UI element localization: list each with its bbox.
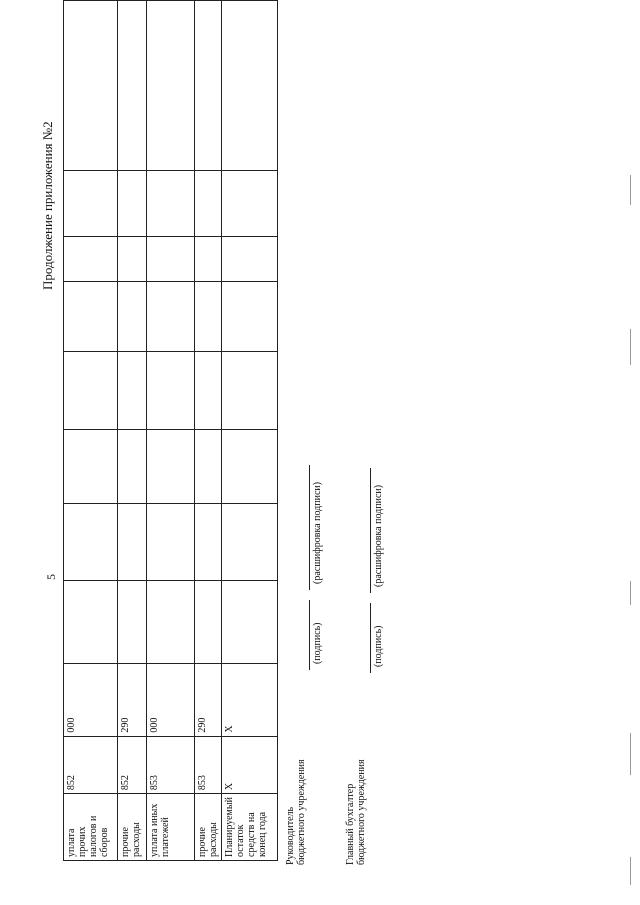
value-cell [222,1,278,171]
value-cell [147,580,195,664]
code-cell: 000 [147,664,195,736]
value-cell [64,1,118,171]
accountant-title [345,759,367,865]
value-cell [64,429,118,503]
value-cell [64,580,118,664]
row-name-cell: уплата иных платежей [147,794,195,861]
value-cell [118,429,147,503]
director-title [285,759,307,865]
director-signature-line [309,600,310,670]
value-cell [64,171,118,236]
value-cell [195,503,222,580]
table-row [147,1,195,861]
scan-mark [630,175,631,205]
director-signature-caption: (подпись) [312,622,323,664]
row-name-cell: уплата прочих налогов и сборов [64,794,118,861]
value-cell [195,351,222,429]
value-cell [118,171,147,236]
value-cell [195,429,222,503]
value-cell [222,429,278,503]
value-cell [147,351,195,429]
row-name-cell: прочие расходы [118,794,147,861]
value-cell [222,580,278,664]
page-number: 5 [44,574,58,580]
code-cell: 000 [64,664,118,736]
value-cell [147,236,195,281]
code-cell: 290 [118,664,147,736]
value-cell [118,580,147,664]
code-cell: X [222,736,278,793]
scan-mark [630,857,631,885]
table-row [118,1,147,861]
value-cell [195,171,222,236]
scan-mark [630,733,631,775]
value-cell [147,429,195,503]
value-cell [147,281,195,351]
value-cell [147,503,195,580]
value-cell [64,503,118,580]
director-title-line1: Руководитель [285,806,296,865]
director-title-line2: бюджетного учреждения [296,759,307,865]
code-cell: 852 [118,736,147,793]
table-row [195,1,222,861]
accountant-decode-line [370,468,371,593]
value-cell [118,281,147,351]
accountant-decode-caption: (расшифровка подписи) [373,484,384,587]
value-cell [195,580,222,664]
table-row [222,1,278,861]
director-decode-caption: (расшифровка подписи) [312,481,323,584]
code-cell: 853 [195,736,222,793]
value-cell [222,351,278,429]
value-cell [64,351,118,429]
appendix-title: Продолжение приложения №2 [40,121,55,290]
value-cell [147,171,195,236]
value-cell [222,171,278,236]
scan-mark [630,581,631,605]
value-cell [222,503,278,580]
accountant-title-line2: бюджетного учреждения [356,759,367,865]
code-cell: X [222,664,278,736]
value-cell [195,1,222,171]
value-cell [195,236,222,281]
code-cell: 852 [64,736,118,793]
accountant-title-line1: Главный бухгалтер [345,783,356,865]
accountant-signature-caption: (подпись) [373,625,384,667]
value-cell [118,236,147,281]
code-cell: 853 [147,736,195,793]
value-cell [147,1,195,171]
table-row [64,1,118,861]
value-cell [222,236,278,281]
scan-mark [630,329,631,365]
value-cell [118,1,147,171]
value-cell [64,236,118,281]
value-cell [118,503,147,580]
code-cell: 290 [195,664,222,736]
value-cell [118,351,147,429]
row-name-cell: Планируемый остаток средств на конец года [222,794,278,861]
value-cell [64,281,118,351]
director-decode-line [309,465,310,590]
budget-table [63,0,278,861]
accountant-signature-line [370,603,371,673]
value-cell [195,281,222,351]
row-name-cell: прочие расходы [195,794,222,861]
value-cell [222,281,278,351]
